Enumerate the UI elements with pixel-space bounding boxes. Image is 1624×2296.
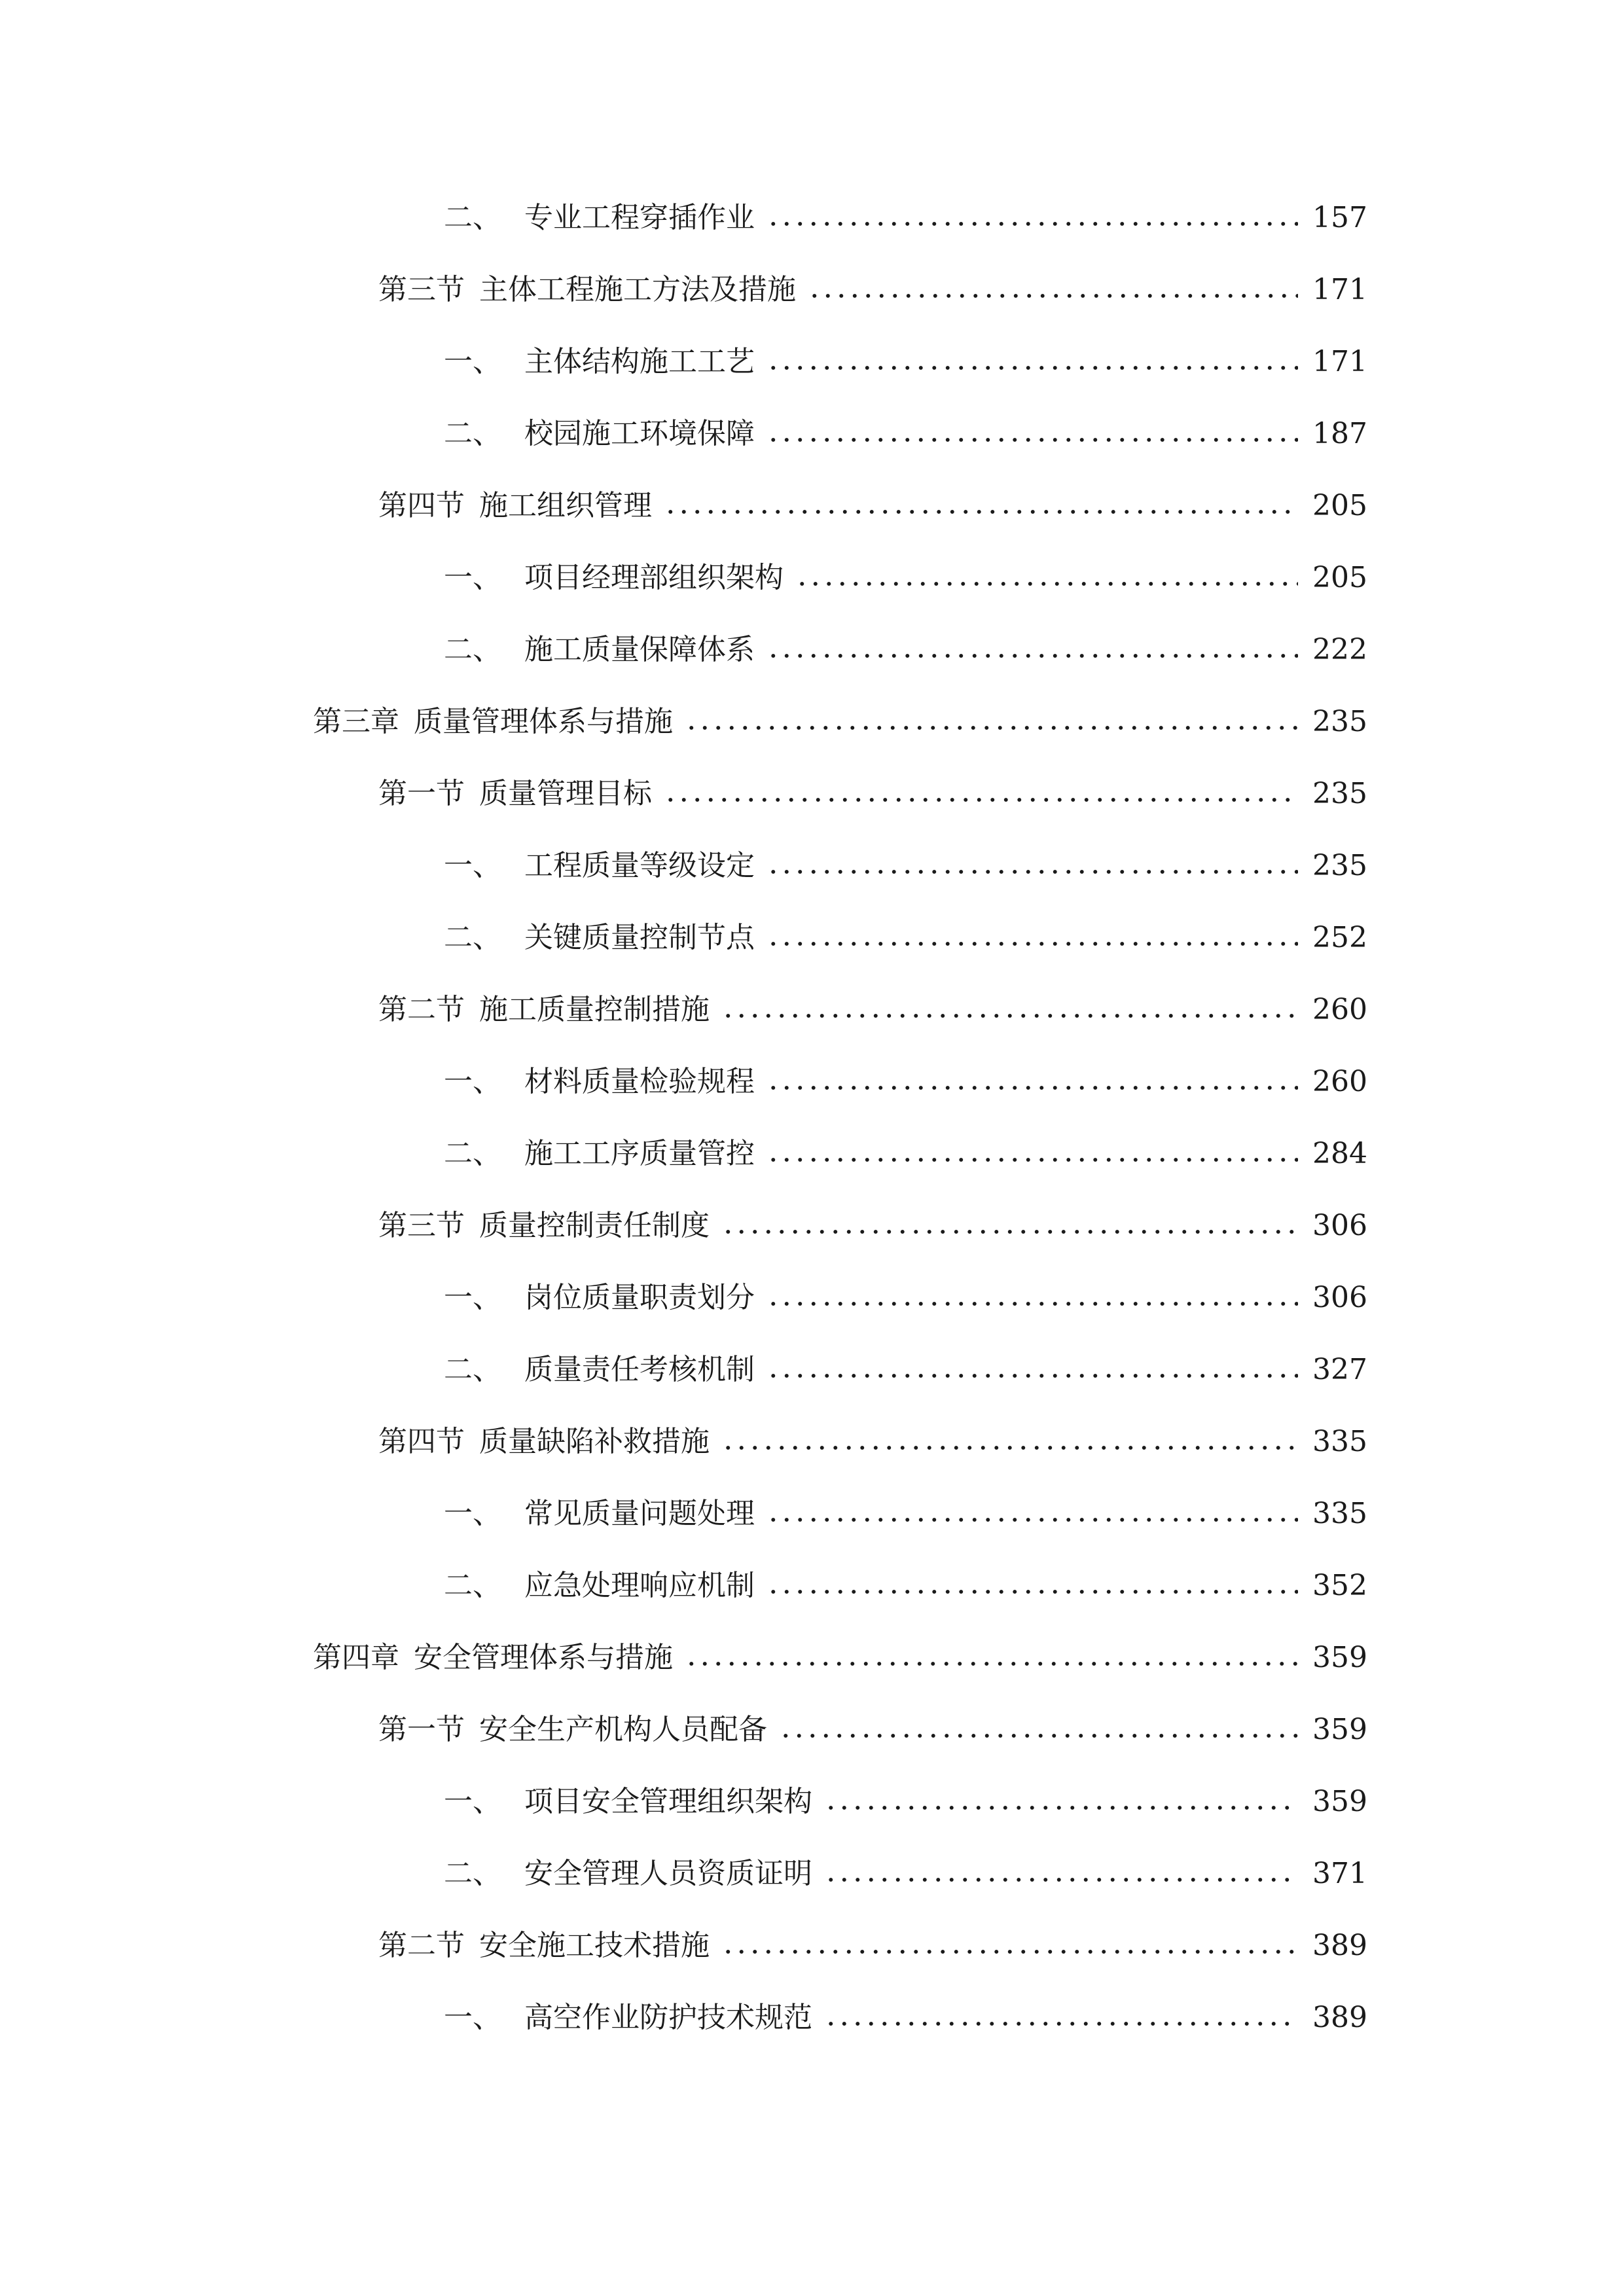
entry-title: 安全生产机构人员配备 bbox=[479, 1713, 767, 1746]
dot-leader bbox=[721, 1444, 1298, 1451]
entry-title: 施工质量控制措施 bbox=[479, 993, 710, 1026]
entry-marker: 二、 bbox=[444, 1137, 501, 1170]
dot-leader bbox=[767, 1516, 1298, 1523]
entry-marker: 第二节 bbox=[378, 993, 465, 1026]
entry-title: 施工工序质量管控 bbox=[524, 1137, 755, 1170]
dot-leader bbox=[779, 1732, 1298, 1739]
toc-entry[interactable] bbox=[444, 1488, 1367, 1540]
dot-leader bbox=[721, 1013, 1298, 1019]
entry-title: 安全施工技术措施 bbox=[479, 1929, 710, 1962]
toc-entry[interactable] bbox=[444, 192, 1367, 244]
dot-leader bbox=[685, 725, 1298, 731]
toc-entry[interactable] bbox=[444, 1272, 1367, 1324]
entry-marker: 二、 bbox=[444, 417, 501, 450]
toc-entry[interactable] bbox=[378, 1920, 1367, 1972]
entry-title: 质量管理体系与措施 bbox=[414, 705, 673, 738]
toc-entry[interactable] bbox=[378, 768, 1367, 820]
dot-leader bbox=[767, 941, 1298, 947]
dot-leader bbox=[767, 1300, 1298, 1307]
entry-title: 施工质量保障体系 bbox=[524, 633, 755, 666]
entry-title: 主体结构施工工艺 bbox=[524, 345, 755, 378]
entry-page-number: 306 bbox=[1312, 1281, 1367, 1314]
entry-page-number: 157 bbox=[1312, 201, 1367, 234]
entry-title: 工程质量等级设定 bbox=[524, 849, 755, 882]
entry-title: 质量控制责任制度 bbox=[479, 1209, 710, 1242]
entry-page-number: 359 bbox=[1312, 1641, 1367, 1674]
entry-page-number: 205 bbox=[1312, 489, 1367, 522]
entry-marker: 一、 bbox=[444, 1785, 501, 1818]
entry-page-number: 260 bbox=[1312, 1065, 1367, 1098]
entry-title: 应急处理响应机制 bbox=[524, 1569, 755, 1602]
toc-entry[interactable] bbox=[444, 1992, 1367, 2044]
entry-page-number: 252 bbox=[1312, 921, 1367, 954]
toc-entry[interactable] bbox=[444, 1776, 1367, 1828]
entry-title: 主体工程施工方法及措施 bbox=[479, 273, 796, 306]
entry-marker: 第三章 bbox=[313, 705, 399, 738]
dot-leader bbox=[767, 1372, 1298, 1379]
entry-marker: 一、 bbox=[444, 1065, 501, 1098]
entry-page-number: 327 bbox=[1312, 1353, 1367, 1386]
entry-page-number: 306 bbox=[1312, 1209, 1367, 1242]
entry-title: 校园施工环境保障 bbox=[524, 417, 755, 450]
toc-entry[interactable] bbox=[444, 1848, 1367, 1900]
toc-entry[interactable] bbox=[313, 696, 1367, 748]
entry-marker: 一、 bbox=[444, 1281, 501, 1314]
entry-marker: 二、 bbox=[444, 1857, 501, 1890]
toc-entry[interactable] bbox=[444, 1560, 1367, 1612]
entry-title: 项目安全管理组织架构 bbox=[524, 1785, 812, 1818]
toc-entry[interactable] bbox=[444, 912, 1367, 964]
dot-leader bbox=[824, 1804, 1298, 1811]
entry-page-number: 389 bbox=[1312, 2001, 1367, 2034]
entry-marker: 二、 bbox=[444, 633, 501, 666]
entry-marker: 一、 bbox=[444, 2001, 501, 2034]
entry-title: 材料质量检验规程 bbox=[524, 1065, 755, 1098]
entry-marker: 第一节 bbox=[378, 777, 465, 810]
entry-page-number: 235 bbox=[1312, 777, 1367, 810]
dot-leader bbox=[808, 293, 1298, 299]
entry-page-number: 222 bbox=[1312, 633, 1367, 666]
entry-marker: 二、 bbox=[444, 1569, 501, 1602]
dot-leader bbox=[767, 1157, 1298, 1163]
entry-title: 质量缺陷补救措施 bbox=[479, 1425, 710, 1458]
entry-title: 专业工程穿插作业 bbox=[524, 201, 755, 234]
toc-entry[interactable] bbox=[444, 840, 1367, 892]
entry-marker: 第二节 bbox=[378, 1929, 465, 1962]
entry-page-number: 335 bbox=[1312, 1425, 1367, 1458]
dot-leader bbox=[767, 869, 1298, 875]
entry-page-number: 284 bbox=[1312, 1137, 1367, 1170]
dot-leader bbox=[685, 1660, 1298, 1667]
dot-leader bbox=[767, 221, 1298, 227]
entry-marker: 第四节 bbox=[378, 489, 465, 522]
toc-entry[interactable] bbox=[378, 264, 1367, 316]
dot-leader bbox=[721, 1948, 1298, 1955]
entry-page-number: 335 bbox=[1312, 1497, 1367, 1530]
entry-marker: 一、 bbox=[444, 345, 501, 378]
toc-entry[interactable] bbox=[378, 1416, 1367, 1468]
entry-page-number: 235 bbox=[1312, 705, 1367, 738]
entry-page-number: 205 bbox=[1312, 561, 1367, 594]
toc-entry[interactable] bbox=[444, 624, 1367, 676]
dot-leader bbox=[721, 1229, 1298, 1235]
dot-leader bbox=[767, 365, 1298, 371]
entry-title: 岗位质量职责划分 bbox=[524, 1281, 755, 1314]
entry-marker: 第四章 bbox=[313, 1641, 399, 1674]
dot-leader bbox=[767, 1085, 1298, 1091]
entry-page-number: 359 bbox=[1312, 1785, 1367, 1818]
entry-marker: 一、 bbox=[444, 1497, 501, 1530]
entry-page-number: 359 bbox=[1312, 1713, 1367, 1746]
entry-title: 项目经理部组织架构 bbox=[524, 561, 784, 594]
entry-title: 安全管理人员资质证明 bbox=[524, 1857, 812, 1890]
dot-leader bbox=[795, 581, 1298, 587]
entry-marker: 第三节 bbox=[378, 273, 465, 306]
dot-leader bbox=[824, 2020, 1298, 2027]
entry-marker: 二、 bbox=[444, 1353, 501, 1386]
toc-entry[interactable] bbox=[378, 1200, 1367, 1252]
entry-marker: 一、 bbox=[444, 849, 501, 882]
toc-entry[interactable] bbox=[444, 336, 1367, 388]
toc-entry[interactable] bbox=[444, 552, 1367, 604]
entry-marker: 二、 bbox=[444, 201, 501, 234]
entry-marker: 第一节 bbox=[378, 1713, 465, 1746]
entry-page-number: 260 bbox=[1312, 993, 1367, 1026]
entry-page-number: 171 bbox=[1312, 345, 1367, 378]
entry-title: 常见质量问题处理 bbox=[524, 1497, 755, 1530]
entry-page-number: 187 bbox=[1312, 417, 1367, 450]
entry-page-number: 235 bbox=[1312, 849, 1367, 882]
entry-marker: 一、 bbox=[444, 561, 501, 594]
toc-entry[interactable] bbox=[444, 408, 1367, 460]
toc-entry[interactable] bbox=[444, 1128, 1367, 1180]
entry-page-number: 352 bbox=[1312, 1569, 1367, 1602]
dot-leader bbox=[767, 653, 1298, 659]
dot-leader bbox=[767, 1588, 1298, 1595]
dot-leader bbox=[824, 1876, 1298, 1883]
entry-marker: 二、 bbox=[444, 921, 501, 954]
toc-entry[interactable] bbox=[444, 1056, 1367, 1108]
entry-page-number: 389 bbox=[1312, 1929, 1367, 1962]
entry-title: 质量责任考核机制 bbox=[524, 1353, 755, 1386]
entry-title: 施工组织管理 bbox=[479, 489, 652, 522]
entry-title: 关键质量控制节点 bbox=[524, 921, 755, 954]
toc-entry[interactable] bbox=[313, 1632, 1367, 1684]
dot-leader bbox=[664, 509, 1298, 515]
entry-title: 高空作业防护技术规范 bbox=[524, 2001, 812, 2034]
entry-marker: 第三节 bbox=[378, 1209, 465, 1242]
toc-entry[interactable] bbox=[378, 480, 1367, 532]
entry-marker: 第四节 bbox=[378, 1425, 465, 1458]
entry-page-number: 171 bbox=[1312, 273, 1367, 306]
entry-title: 质量管理目标 bbox=[479, 777, 652, 810]
toc-entry[interactable] bbox=[444, 1344, 1367, 1396]
entry-page-number: 371 bbox=[1312, 1857, 1367, 1890]
toc-entry[interactable] bbox=[378, 1704, 1367, 1756]
entry-title: 安全管理体系与措施 bbox=[414, 1641, 673, 1674]
dot-leader bbox=[664, 797, 1298, 803]
dot-leader bbox=[767, 437, 1298, 443]
toc-entry[interactable] bbox=[378, 984, 1367, 1036]
